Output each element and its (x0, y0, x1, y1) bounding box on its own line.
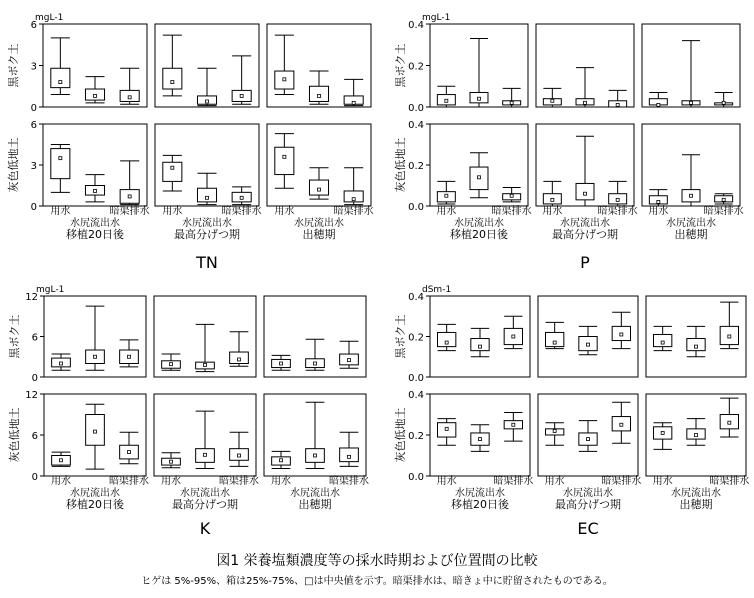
position-label: 用水 (542, 206, 563, 217)
position-label: 水尻流出水 (70, 488, 120, 499)
median-marker (240, 94, 243, 97)
median-marker (128, 96, 131, 99)
median-marker (318, 188, 321, 191)
position-label: 暗渠排水 (703, 206, 744, 217)
median-marker (128, 451, 131, 454)
unit-label: mgL-1 (35, 13, 64, 23)
y-tick-label: 12 (25, 292, 38, 303)
period-label: 出穂期 (302, 228, 336, 241)
position-label: 水尻流出水 (666, 218, 716, 229)
soil-label: 黒ボク土 (8, 314, 21, 359)
median-marker (59, 81, 62, 84)
period-label: 移植20日後 (451, 498, 509, 511)
panel-label: EC (577, 519, 599, 538)
median-marker (238, 454, 241, 457)
median-marker (620, 423, 623, 426)
median-marker (314, 362, 317, 365)
median-marker (479, 345, 482, 348)
unit-label: mgL-1 (36, 285, 65, 295)
iqr-box (197, 188, 216, 202)
median-marker (204, 453, 207, 456)
y-tick-label: 0 (31, 373, 38, 384)
iqr-box (471, 339, 489, 351)
median-marker (171, 166, 174, 169)
median-marker (238, 358, 241, 361)
median-marker (60, 362, 63, 365)
y-tick-label: 3 (30, 161, 37, 172)
unit-label: mgL-1 (422, 13, 451, 23)
y-tick-label: 0.2 (408, 332, 424, 344)
median-marker (445, 341, 448, 344)
median-marker (352, 198, 355, 201)
median-marker (314, 454, 317, 457)
median-marker (128, 355, 131, 358)
median-marker (722, 101, 725, 104)
period-label: 移植20日後 (66, 498, 124, 511)
iqr-box (309, 86, 328, 101)
median-marker (584, 192, 587, 195)
figure-note: ヒゲは 5%-95%、箱は25%-75%、□は中央値を示す。暗渠排水は、暗きょ中に貯留されたものである。 (141, 576, 613, 587)
period-label: 出穂期 (674, 228, 708, 241)
position-label: 用水 (436, 476, 457, 487)
median-marker (616, 103, 619, 106)
median-marker (690, 101, 693, 104)
unit-label: dSm-1 (422, 285, 452, 295)
median-marker (60, 459, 63, 462)
y-tick-label: 0.0 (408, 103, 424, 114)
position-label: 暗渠排水 (219, 476, 259, 487)
median-marker (695, 434, 698, 437)
period-label: 移植20日後 (450, 228, 508, 241)
position-label: 水尻流出水 (560, 218, 610, 229)
median-marker (94, 430, 97, 433)
iqr-box (654, 334, 672, 346)
iqr-box (163, 162, 182, 181)
soil-label: 黒ボク土 (7, 43, 20, 88)
median-marker (587, 438, 590, 441)
median-marker (584, 101, 587, 104)
median-marker (352, 101, 355, 104)
position-label: 暗渠排水 (333, 206, 374, 217)
position-label: 用水 (162, 206, 183, 217)
position-label: 暗渠排水 (109, 206, 150, 217)
median-marker (170, 363, 173, 366)
position-label: 水尻流出水 (454, 218, 504, 229)
position-label: 暗渠排水 (109, 476, 149, 487)
y-tick-label: 0.0 (408, 202, 424, 213)
y-tick-label: 6 (31, 332, 38, 344)
median-marker (348, 359, 351, 362)
median-marker (510, 194, 513, 197)
median-marker (318, 94, 321, 97)
median-marker (512, 335, 515, 338)
median-marker (661, 431, 664, 434)
period-label: 最高分げつ期 (172, 498, 238, 511)
position-label: 用水 (161, 476, 181, 487)
median-marker (728, 335, 731, 338)
median-marker (728, 421, 731, 424)
iqr-box (51, 149, 70, 179)
median-marker (661, 341, 664, 344)
y-tick-label: 0.4 (408, 20, 424, 31)
y-tick-label: 6 (30, 20, 37, 31)
median-marker (204, 363, 207, 366)
iqr-box (275, 147, 294, 174)
position-label: 暗渠排水 (329, 476, 369, 487)
position-label: 用水 (271, 476, 291, 487)
median-marker (510, 101, 513, 104)
y-tick-label: 0.2 (408, 61, 424, 73)
median-marker (206, 100, 209, 103)
panel-label: P (580, 253, 590, 272)
median-marker (283, 78, 286, 81)
iqr-box (576, 183, 594, 199)
position-label: 水尻流出水 (294, 218, 344, 229)
soil-label: 灰色低地土 (7, 137, 20, 193)
soil-label: 黒ボク土 (394, 314, 407, 359)
soil-label: 黒ボク土 (394, 43, 407, 88)
median-marker (445, 99, 448, 102)
soil-label: 灰色低地土 (394, 407, 407, 463)
period-label: 出穂期 (679, 498, 713, 511)
y-tick-label: 0.2 (408, 161, 424, 172)
y-tick-label: 12 (25, 390, 38, 401)
median-marker (553, 429, 556, 432)
period-label: 移植20日後 (66, 228, 124, 241)
position-label: 水尻流出水 (671, 488, 721, 499)
median-marker (551, 99, 554, 102)
median-marker (478, 97, 481, 100)
position-label: 水尻流出水 (182, 218, 232, 229)
median-marker (280, 459, 283, 462)
median-marker (280, 362, 283, 365)
position-label: 暗渠排水 (221, 206, 262, 217)
position-label: 暗渠排水 (597, 206, 638, 217)
y-tick-label: 0 (30, 103, 37, 114)
position-label: 暗渠排水 (491, 206, 532, 217)
position-label: 用水 (436, 206, 457, 217)
y-tick-label: 6 (30, 120, 37, 131)
soil-label: 灰色低地土 (394, 137, 407, 193)
y-tick-label: 3 (30, 61, 37, 73)
position-label: 用水 (544, 476, 565, 487)
y-tick-label: 0.0 (408, 373, 424, 384)
period-label: 最高分げつ期 (174, 228, 240, 241)
iqr-box (309, 180, 328, 195)
position-label: 用水 (51, 476, 71, 487)
y-tick-label: 0 (30, 202, 37, 213)
median-marker (445, 194, 448, 197)
iqr-box (340, 448, 359, 462)
median-marker (283, 155, 286, 158)
y-tick-label: 6 (31, 431, 38, 442)
median-marker (657, 200, 660, 203)
median-marker (690, 194, 693, 197)
period-label: 最高分げつ期 (555, 498, 621, 511)
median-marker (657, 103, 660, 106)
position-label: 用水 (648, 206, 669, 217)
position-label: 水尻流出水 (455, 488, 505, 499)
position-label: 水尻流出水 (290, 488, 340, 499)
position-label: 用水 (274, 206, 295, 217)
panel-label: K (199, 519, 211, 538)
iqr-box (438, 332, 456, 346)
y-tick-label: 0.4 (408, 120, 424, 131)
position-label: 水尻流出水 (180, 488, 230, 499)
iqr-box (163, 68, 182, 89)
median-marker (722, 198, 725, 201)
figure-title: 図1 栄養塩類濃度等の採水時期および位置間の比較 (216, 553, 538, 569)
period-label: 最高分げつ期 (552, 228, 618, 241)
median-marker (551, 198, 554, 201)
y-tick-label: 0 (31, 472, 38, 483)
position-label: 水尻流出水 (563, 488, 613, 499)
position-label: 暗渠排水 (709, 476, 750, 487)
soil-label: 灰色低地土 (8, 407, 21, 463)
iqr-box (687, 339, 705, 351)
median-marker (171, 81, 174, 84)
position-label: 暗渠排水 (601, 476, 642, 487)
y-tick-label: 0.0 (408, 472, 424, 483)
median-marker (478, 176, 481, 179)
panel-label: TN (196, 253, 218, 272)
median-marker (94, 189, 97, 192)
median-marker (512, 423, 515, 426)
position-label: 水尻流出水 (70, 218, 120, 229)
median-marker (620, 333, 623, 336)
median-marker (128, 195, 131, 198)
period-label: 出穂期 (298, 498, 332, 511)
median-marker (59, 157, 62, 160)
median-marker (206, 196, 209, 199)
median-marker (170, 460, 173, 463)
position-label: 用水 (50, 206, 71, 217)
iqr-box (51, 68, 70, 87)
median-marker (553, 341, 556, 344)
median-marker (94, 94, 97, 97)
median-marker (348, 455, 351, 458)
median-marker (479, 438, 482, 441)
median-marker (240, 196, 243, 199)
iqr-box (546, 332, 564, 346)
median-marker (445, 427, 448, 430)
position-label: 暗渠排水 (493, 476, 534, 487)
median-marker (695, 345, 698, 348)
median-marker (94, 355, 97, 358)
median-marker (587, 343, 590, 346)
position-label: 用水 (652, 476, 673, 487)
y-tick-label: 0.4 (408, 292, 424, 303)
y-tick-label: 0.4 (408, 390, 424, 401)
median-marker (616, 198, 619, 201)
y-tick-label: 0.2 (408, 431, 424, 442)
